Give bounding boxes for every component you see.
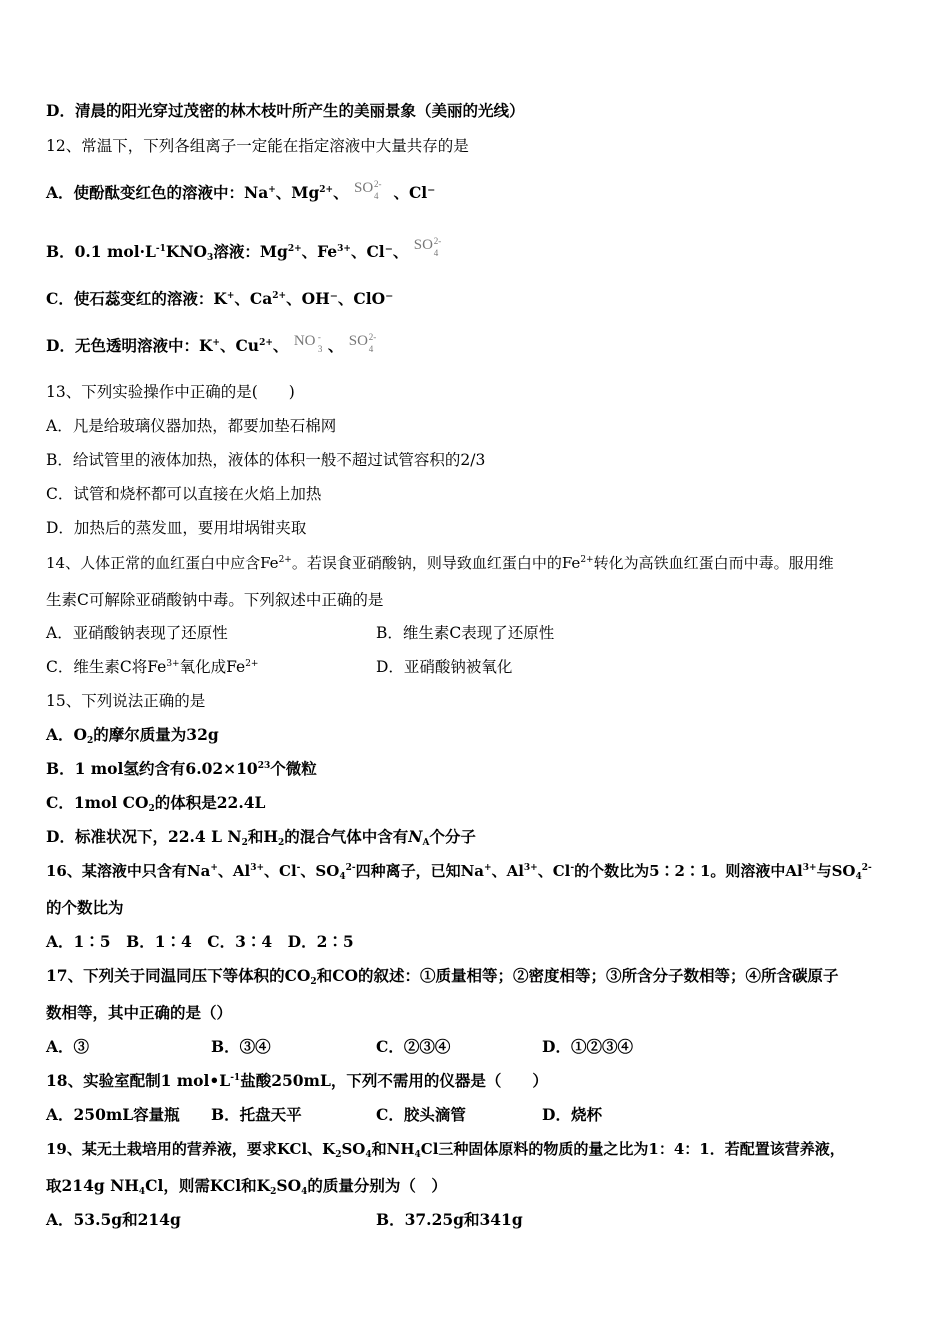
- q11-option-d: D．清晨的阳光穿过茂密的林木枝叶所产生的美丽景象（美丽的光线）: [46, 101, 525, 120]
- q18-option-c: C．胶头滴管: [376, 1105, 466, 1124]
- q13-stem: 13、下列实验操作中正确的是( ): [46, 383, 295, 401]
- q17-stem-line1: 17、下列关于同温同压下等体积的$CO_2$和CO的叙述：①质量相等；②密度相等；③所含分子数相等；④所含碳原子: [46, 966, 839, 987]
- q19-options: [46, 1210, 523, 1230]
- sulfate-ion-formula: SO 2- 4: [354, 179, 382, 201]
- q19-option-b: B．37.25g和341g: [376, 1210, 523, 1229]
- q17-stem-line2: 数相等，其中正确的是（）: [46, 1003, 233, 1022]
- q17-option-b: B．③④: [211, 1037, 271, 1056]
- sulfate-ion-formula: SO 2- 4: [348, 332, 377, 354]
- nitrate-ion-formula: NO - 3: [293, 332, 323, 354]
- q18-options: [46, 1105, 602, 1125]
- q14-option-a: A．亚硝酸钠表现了还原性: [46, 624, 228, 642]
- q14-stem-line2: 生素C可解除亚硝酸钠中毒。下列叙述中正确的是: [46, 591, 384, 609]
- q17-option-c: C．②③④: [376, 1037, 451, 1056]
- q17-option-a: A．③: [46, 1037, 90, 1056]
- q13-option-d: D．加热后的蒸发皿，要用坩埚钳夹取: [46, 519, 307, 537]
- q17-option-d: D．①②③④: [542, 1037, 633, 1056]
- q14-stem-line1: 14、人体正常的血红蛋白中应含$Fe^{2+}$。若误食亚硝酸钠，则导致血红蛋白中的$Fe^{2+}$转化为高铁血红蛋白而中毒。服用维: [46, 554, 834, 572]
- q12-option-d: D．无色透明溶液中：K+、$Cu^{2+}$、 NO - 3 、 SO 2- 4: [46, 336, 383, 357]
- q15-option-d: D．标准状况下，22.4 L $N_2$和$H_2$的混合气体中含有$N_A$个分子: [46, 827, 476, 848]
- q14-option-c: C．维生素C将$Fe^{3+}$氧化成$Fe^{2+}$: [46, 658, 259, 676]
- q15-option-a: A．$O_2$的摩尔质量为32g: [46, 725, 219, 746]
- q19-option-a: A．53.5g和214g: [46, 1210, 181, 1229]
- q14-option-b: B．维生素C表现了还原性: [376, 624, 555, 642]
- q12-option-a: A．使酚酞变红色的溶液中：Na+、$Mg^{2+}$、 SO 2- 4 、Cl⁻: [46, 179, 436, 202]
- q13-option-c: C．试管和烧杯都可以直接在火焰上加热: [46, 485, 322, 503]
- q19-stem-line1: 19、某无土栽培用的营养液，要求KCl、$K_2SO_4$和$NH_4Cl$三种固体原料的物质的量之比为1：4：1．若配置该营养液，: [46, 1140, 845, 1160]
- q12-stem: 12、常温下，下列各组离子一定能在指定溶液中大量共存的是: [46, 137, 469, 155]
- q16-stem-line1: 16、某溶液中只含有Na+、$Al^{3+}$、Cl-、$SO_4^{2-}$四种离子，已知Na+、$Al^{3+}$、Cl-的个数比为5∶2∶1。则溶液中$Al^{3+}$与$SO_4^{2-}$: [46, 862, 872, 882]
- q17-options: [46, 1037, 633, 1057]
- sulfate-ion-formula: SO 2- 4: [413, 236, 442, 258]
- q16-stem-line2: 的个数比为: [46, 898, 124, 917]
- q18-option-a: A．250mL容量瓶: [46, 1105, 180, 1124]
- q15-option-b: B．1 mol氢约含有$6.02\times 10^{23}$个微粒: [46, 759, 317, 778]
- q15-option-c: C．1mol $CO_2$的体积是22.4L: [46, 793, 266, 814]
- q18-option-d: D．烧杯: [542, 1105, 602, 1124]
- q14-options-row2: [46, 657, 513, 677]
- q18-option-b: B．托盘天平: [211, 1105, 302, 1124]
- q16-options: A．1∶5 B．1∶4 C．3∶4 D．2∶5: [46, 932, 354, 951]
- q12-option-b: B．0.1 $mol\cdot L^{-1}KNO_3$溶液：$Mg^{2+}$、$Fe^{3+}$、Cl⁻、 SO 2- 4: [46, 242, 448, 263]
- q15-stem: 15、下列说法正确的是: [46, 692, 206, 710]
- q13-option-b: B．给试管里的液体加热，液体的体积一般不超过试管容积的2/3: [46, 451, 486, 469]
- q14-option-d: D．亚硝酸钠被氧化: [376, 658, 513, 676]
- q19-stem-line2: 取214g $NH_4Cl$，则需KCl和$K_2SO_4$的质量分别为（ ）: [46, 1176, 447, 1197]
- q18-stem: 18、实验室配制1 $mol•L^{-1}$盐酸250mL，下列不需用的仪器是（ ）: [46, 1071, 548, 1090]
- q14-options-row1: [46, 623, 555, 643]
- q12-option-c: C．使石蕊变红的溶液：K+、$Ca^{2+}$、OH⁻、ClO⁻: [46, 289, 394, 308]
- q13-option-a: A．凡是给玻璃仪器加热，都要加垫石棉网: [46, 417, 337, 435]
